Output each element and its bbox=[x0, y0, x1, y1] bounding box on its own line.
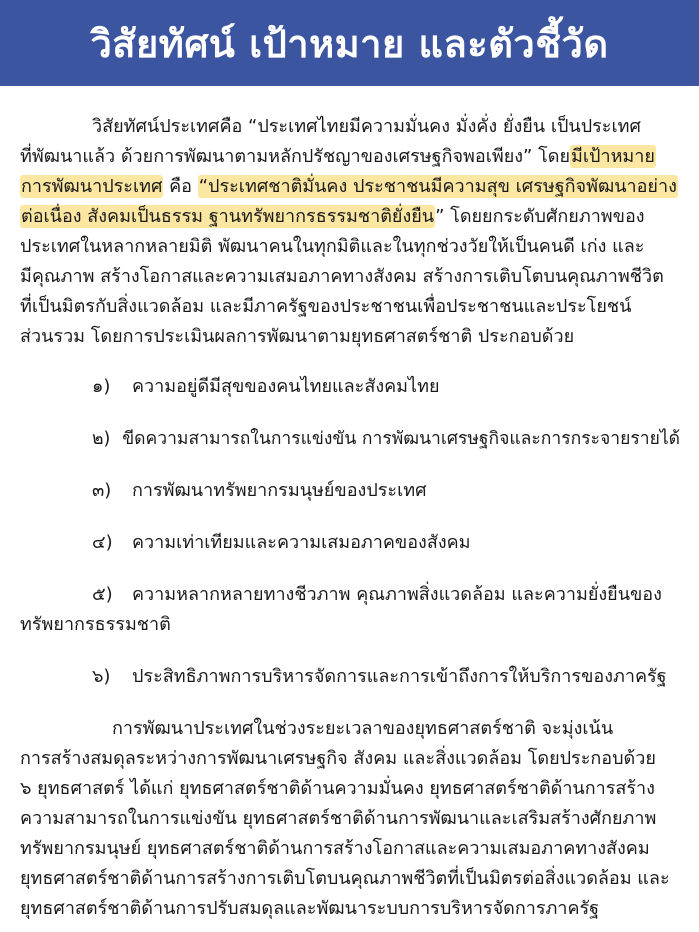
indicator-list bbox=[20, 372, 680, 692]
text-line: วิสัยทัศน์ประเทศคือ “ประเทศไทยมีความมั่นคง มั่งคั่ง ยั่งยืน เป็นประเทศ bbox=[92, 116, 641, 137]
vision-paragraph bbox=[20, 112, 680, 352]
text-line: การสร้างสมดุลระหว่างการพัฒนาเศรษฐกิจ สังคม และสิ่งแวดล้อม โดยประกอบด้วย bbox=[20, 748, 656, 769]
text-line: ยุทธศาสตร์ชาติด้านการปรับสมดุลและพัฒนาระบบการบริหารจัดการภาครัฐ bbox=[20, 898, 600, 919]
list-number: ๖) bbox=[92, 666, 111, 687]
text-line: ที่เป็นมิตรกับสิ่งแวดล้อม และมีภาครัฐของประชาชนเพื่อประชาชนและประโยชน์ bbox=[20, 296, 632, 317]
highlighted-text: การพัฒนาประเทศ bbox=[21, 176, 163, 197]
highlighted-text: ต่อเนื่อง สังคมเป็นธรรม ฐานทรัพยากรธรรมชาติยั่งยืน bbox=[21, 206, 435, 227]
text-line: ความสามารถในการแข่งขัน ยุทธศาสตร์ชาติด้านการพัฒนาและเสริมสร้างศักยภาพ bbox=[20, 808, 657, 829]
list-number: ๕) bbox=[92, 584, 113, 605]
text-line: มีคุณภาพ สร้างโอกาสและความเสมอภาคทางสังคม สร้างการเติบโตบนคุณภาพชีวิต bbox=[20, 266, 664, 287]
text-line bbox=[20, 142, 680, 172]
text-line bbox=[20, 202, 680, 232]
text-line: ยุทธศาสตร์ชาติด้านการสร้างการเติบโตบนคุณภาพชีวิตที่เป็นมิตรต่อสิ่งแวดล้อม และ bbox=[20, 868, 670, 889]
text-span: ที่พัฒนาแล้ว ด้วยการพัฒนาตามหลักปรัชญาของเศรษฐกิจพอเพียง” โดย bbox=[20, 146, 571, 167]
highlighted-text: มีเป้าหมาย bbox=[571, 146, 655, 167]
list-item-text: ความเท่าเทียมและความเสมอภาคของสังคม bbox=[132, 532, 471, 553]
list-item-text: ประสิทธิภาพการบริหารจัดการและการเข้าถึงการให้บริการของภาครัฐ bbox=[132, 666, 667, 687]
text-line: การพัฒนาประเทศในช่วงระยะเวลาของยุทธศาสตร์ชาติ จะมุ่งเน้น bbox=[112, 718, 614, 739]
list-item-text: ขีดความสามารถในการแข่งขัน การพัฒนาเศรษฐกิจและการกระจายรายได้ bbox=[122, 429, 680, 449]
list-item bbox=[20, 662, 680, 692]
list-item bbox=[20, 424, 680, 454]
text-span: ” โดยยกระดับศักยภาพของ bbox=[435, 206, 645, 227]
highlighted-text: “ประเทศชาติมั่นคง ประชาชนมีความสุข เศรษฐกิจพัฒนาอย่าง bbox=[198, 176, 677, 197]
text-line: ทรัพยากรมนุษย์ ยุทธศาสตร์ชาติด้านการสร้างโอกาสและความเสมอภาคทางสังคม bbox=[20, 838, 650, 859]
list-item-text: ความหลากหลายทางชีวภาพ คุณภาพสิ่งแวดล้อม และความยั่งยืนของ bbox=[132, 584, 662, 605]
page-title: วิสัยทัศน์ เป้าหมาย และตัวชี้วัด bbox=[90, 21, 609, 66]
list-item-text: ความอยู่ดีมีสุขของคนไทยและสังคมไทย bbox=[132, 376, 440, 397]
text-line: ๖ ยุทธศาสตร์ ได้แก่ ยุทธศาสตร์ชาติด้านความมั่นคง ยุทธศาสตร์ชาติด้านการสร้าง bbox=[20, 778, 655, 799]
list-item bbox=[20, 528, 680, 558]
list-item-continuation: ทรัพยากรธรรมชาติ bbox=[20, 614, 171, 635]
list-number: ๑) bbox=[92, 376, 111, 397]
strategy-paragraph bbox=[20, 714, 680, 924]
text-line bbox=[20, 172, 680, 202]
text-span: คือ bbox=[163, 176, 198, 197]
document-body bbox=[20, 112, 680, 924]
list-number: ๒) bbox=[92, 429, 111, 449]
list-item bbox=[20, 476, 680, 506]
title-banner bbox=[0, 0, 699, 86]
list-number: ๔) bbox=[92, 532, 113, 553]
list-item bbox=[20, 580, 680, 610]
list-item bbox=[20, 372, 680, 402]
text-line: ส่วนรวม โดยการประเมินผลการพัฒนาตามยุทธศาสตร์ชาติ ประกอบด้วย bbox=[20, 326, 575, 347]
list-number: ๓) bbox=[92, 480, 112, 501]
text-line: ประเทศในหลากหลายมิติ พัฒนาคนในทุกมิติและในทุกช่วงวัยให้เป็นคนดี เก่ง และ bbox=[20, 236, 645, 257]
list-item-text: การพัฒนาทรัพยากรมนุษย์ของประเทศ bbox=[132, 480, 427, 501]
